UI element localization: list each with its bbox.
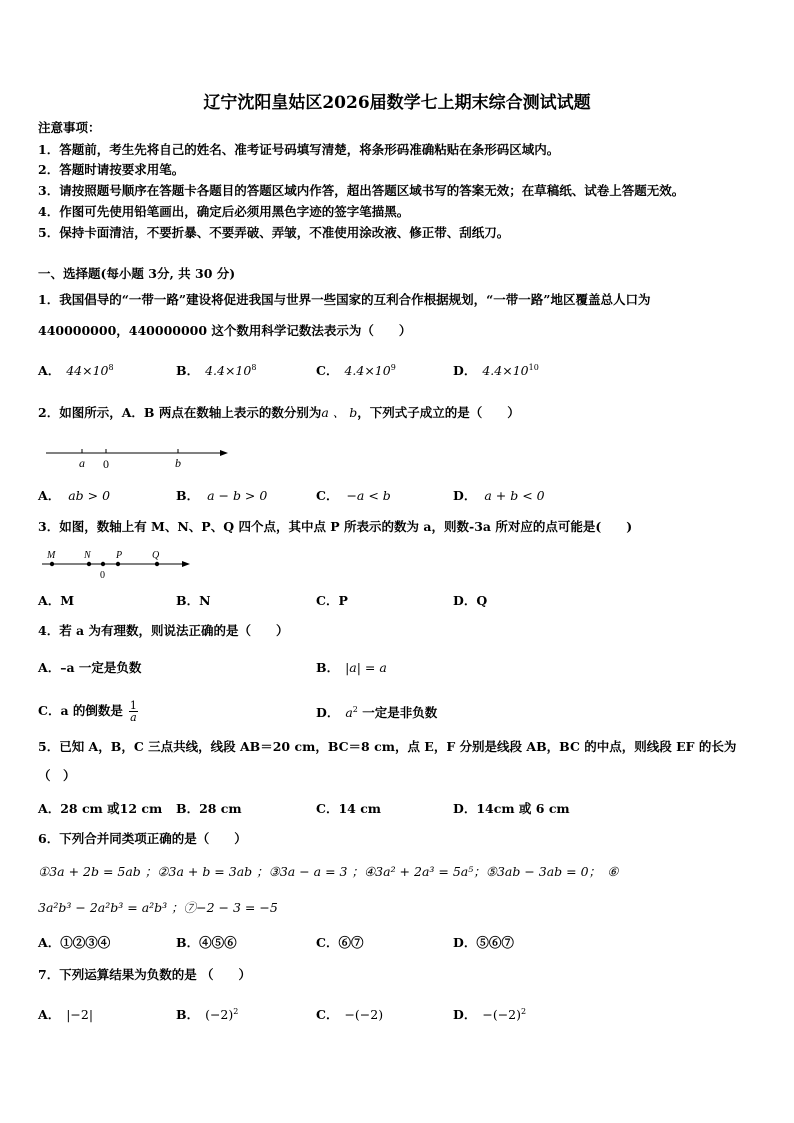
q5-option-c: C．14 cm	[316, 801, 382, 816]
question-7-text: 7．下列运算结果为负数的是 （ ）	[38, 967, 252, 982]
question-4-text: 4．若 a 为有理数，则说法正确的是（ ）	[38, 623, 289, 638]
q6-option-c: C．⑥⑦	[316, 935, 364, 950]
notice-item: 2．答题时请按要求用笔。	[38, 162, 185, 177]
q3-option-d: D．Q	[453, 593, 488, 608]
axis-label-b: b	[175, 456, 181, 470]
q3-number-line	[0, 546, 794, 586]
q7-option-c: C． −(−2)	[316, 1007, 384, 1023]
question-1-text-2: 440000000，440000000 这个数用科学记数法表示为（ ）	[38, 323, 412, 338]
point-label-m: M	[47, 550, 56, 561]
axis-label-zero: 0	[103, 457, 109, 471]
q1-option-b: B． $4.4\times 10^8$	[176, 363, 257, 379]
notice-item: 5．保持卡面清洁，不要折暴、不要弄破、弄皱，不准使用涂改液、修正带、刮纸刀。	[38, 225, 510, 240]
page-title: 辽宁沈阳皇姑区2026届数学七上期末综合测试试题	[203, 93, 591, 113]
q3-option-c: C．P	[316, 593, 348, 608]
question-5-text-2: （ ）	[38, 768, 76, 783]
q6-option-a: A．①②③④	[38, 935, 111, 950]
q6-option-b: B．④⑤⑥	[176, 935, 237, 950]
q2-option-a: A． ab > 0	[38, 488, 111, 503]
q1-option-c: C． $4.4\times 10^9$	[316, 363, 396, 379]
point-label-n: N	[84, 550, 91, 561]
notice-heading: 注意事项：	[38, 120, 101, 135]
q5-option-b: B．28 cm	[176, 801, 242, 816]
notice-item: 1．答题前，考生先将自己的姓名、准考证号码填写清楚，将条形码准确粘贴在条形码区域内。	[38, 142, 560, 157]
q5-option-d: D．14cm 或 6 cm	[453, 801, 570, 816]
q4-option-c: C．a 的倒数是 $\frac{1}{a}$	[38, 699, 137, 724]
q2-option-b: B． a − b > 0	[176, 488, 268, 503]
q6-items-line-2: 3a²b³ − 2a²b³ = a²b³ ；⑦−2 − 3 = −5	[38, 900, 278, 915]
q7-option-a: A． |−2|	[38, 1007, 94, 1023]
q6-option-d: D．⑤⑥⑦	[453, 935, 514, 950]
question-2-text: 2．如图所示，A．B 两点在数轴上表示的数分别为a 、 b，下列式子成立的是（ ）	[38, 405, 520, 420]
q1-option-d: D． $4.4\times 10^{10}$	[453, 363, 539, 379]
point-label-p: P	[116, 550, 123, 561]
q2-number-line	[0, 440, 794, 500]
notice-item: 4．作图可先使用铅笔画出，确定后必须用黑色字迹的签字笔描黑。	[38, 204, 410, 219]
question-3-text: 3．如图，数轴上有 M、N、P、Q 四个点，其中点 P 所表示的数为 a，则数-3a 所对应的点可能是( )	[38, 519, 633, 534]
q1-option-a: A． $44\times 10^8$	[38, 363, 114, 379]
point-label-zero: 0	[100, 570, 105, 581]
q7-option-b: B． $(-2)^2$	[176, 1007, 239, 1023]
q3-option-b: B．N	[176, 593, 211, 608]
q4-option-b: B． |a| = a	[316, 660, 387, 675]
point-label-q: Q	[152, 550, 160, 561]
question-6-text: 6．下列合并同类项正确的是（ ）	[38, 831, 247, 846]
q5-option-a: A．28 cm 或12 cm	[38, 801, 163, 816]
axis-label-a: a	[79, 456, 85, 470]
q4-option-a: A．–a 一定是负数	[38, 660, 142, 675]
question-5-text: 5．已知 A，B，C 三点共线，线段 AB＝20 cm，BC＝8 cm，点 E，F 分别是线段 AB，BC 的中点，则线段 EF 的长为	[38, 739, 737, 754]
q2-option-c: C． −a < b	[316, 488, 391, 503]
notice-item: 3．请按照题号顺序在答题卡各题目的答题区域内作答，超出答题区域书写的答案无效；在草稿纸、试卷上答题无效。	[38, 183, 685, 198]
section-heading: 一、选择题(每小题 3分, 共 30 分)	[38, 266, 236, 281]
question-1-text: 1．我国倡导的“一带一路”建设将促进我国与世界一些国家的互利合作根据规划，“一带一路”地区覆盖总人口为	[38, 292, 651, 307]
q7-option-d: D． $-(-2)^2$	[453, 1007, 527, 1023]
q2-option-d: D． a + b < 0	[453, 488, 545, 503]
q6-items-line: ①3a + 2b = 5ab ；②3a + b = 3ab ；③3a − a = 3 ；④3a² + 2a³ = 5a⁵；⑤3ab − 3ab = 0； ⑥	[38, 864, 619, 879]
q4-option-d: D． $a^2$ 一定是非负数	[316, 705, 438, 721]
q3-option-a: A．M	[38, 593, 75, 608]
